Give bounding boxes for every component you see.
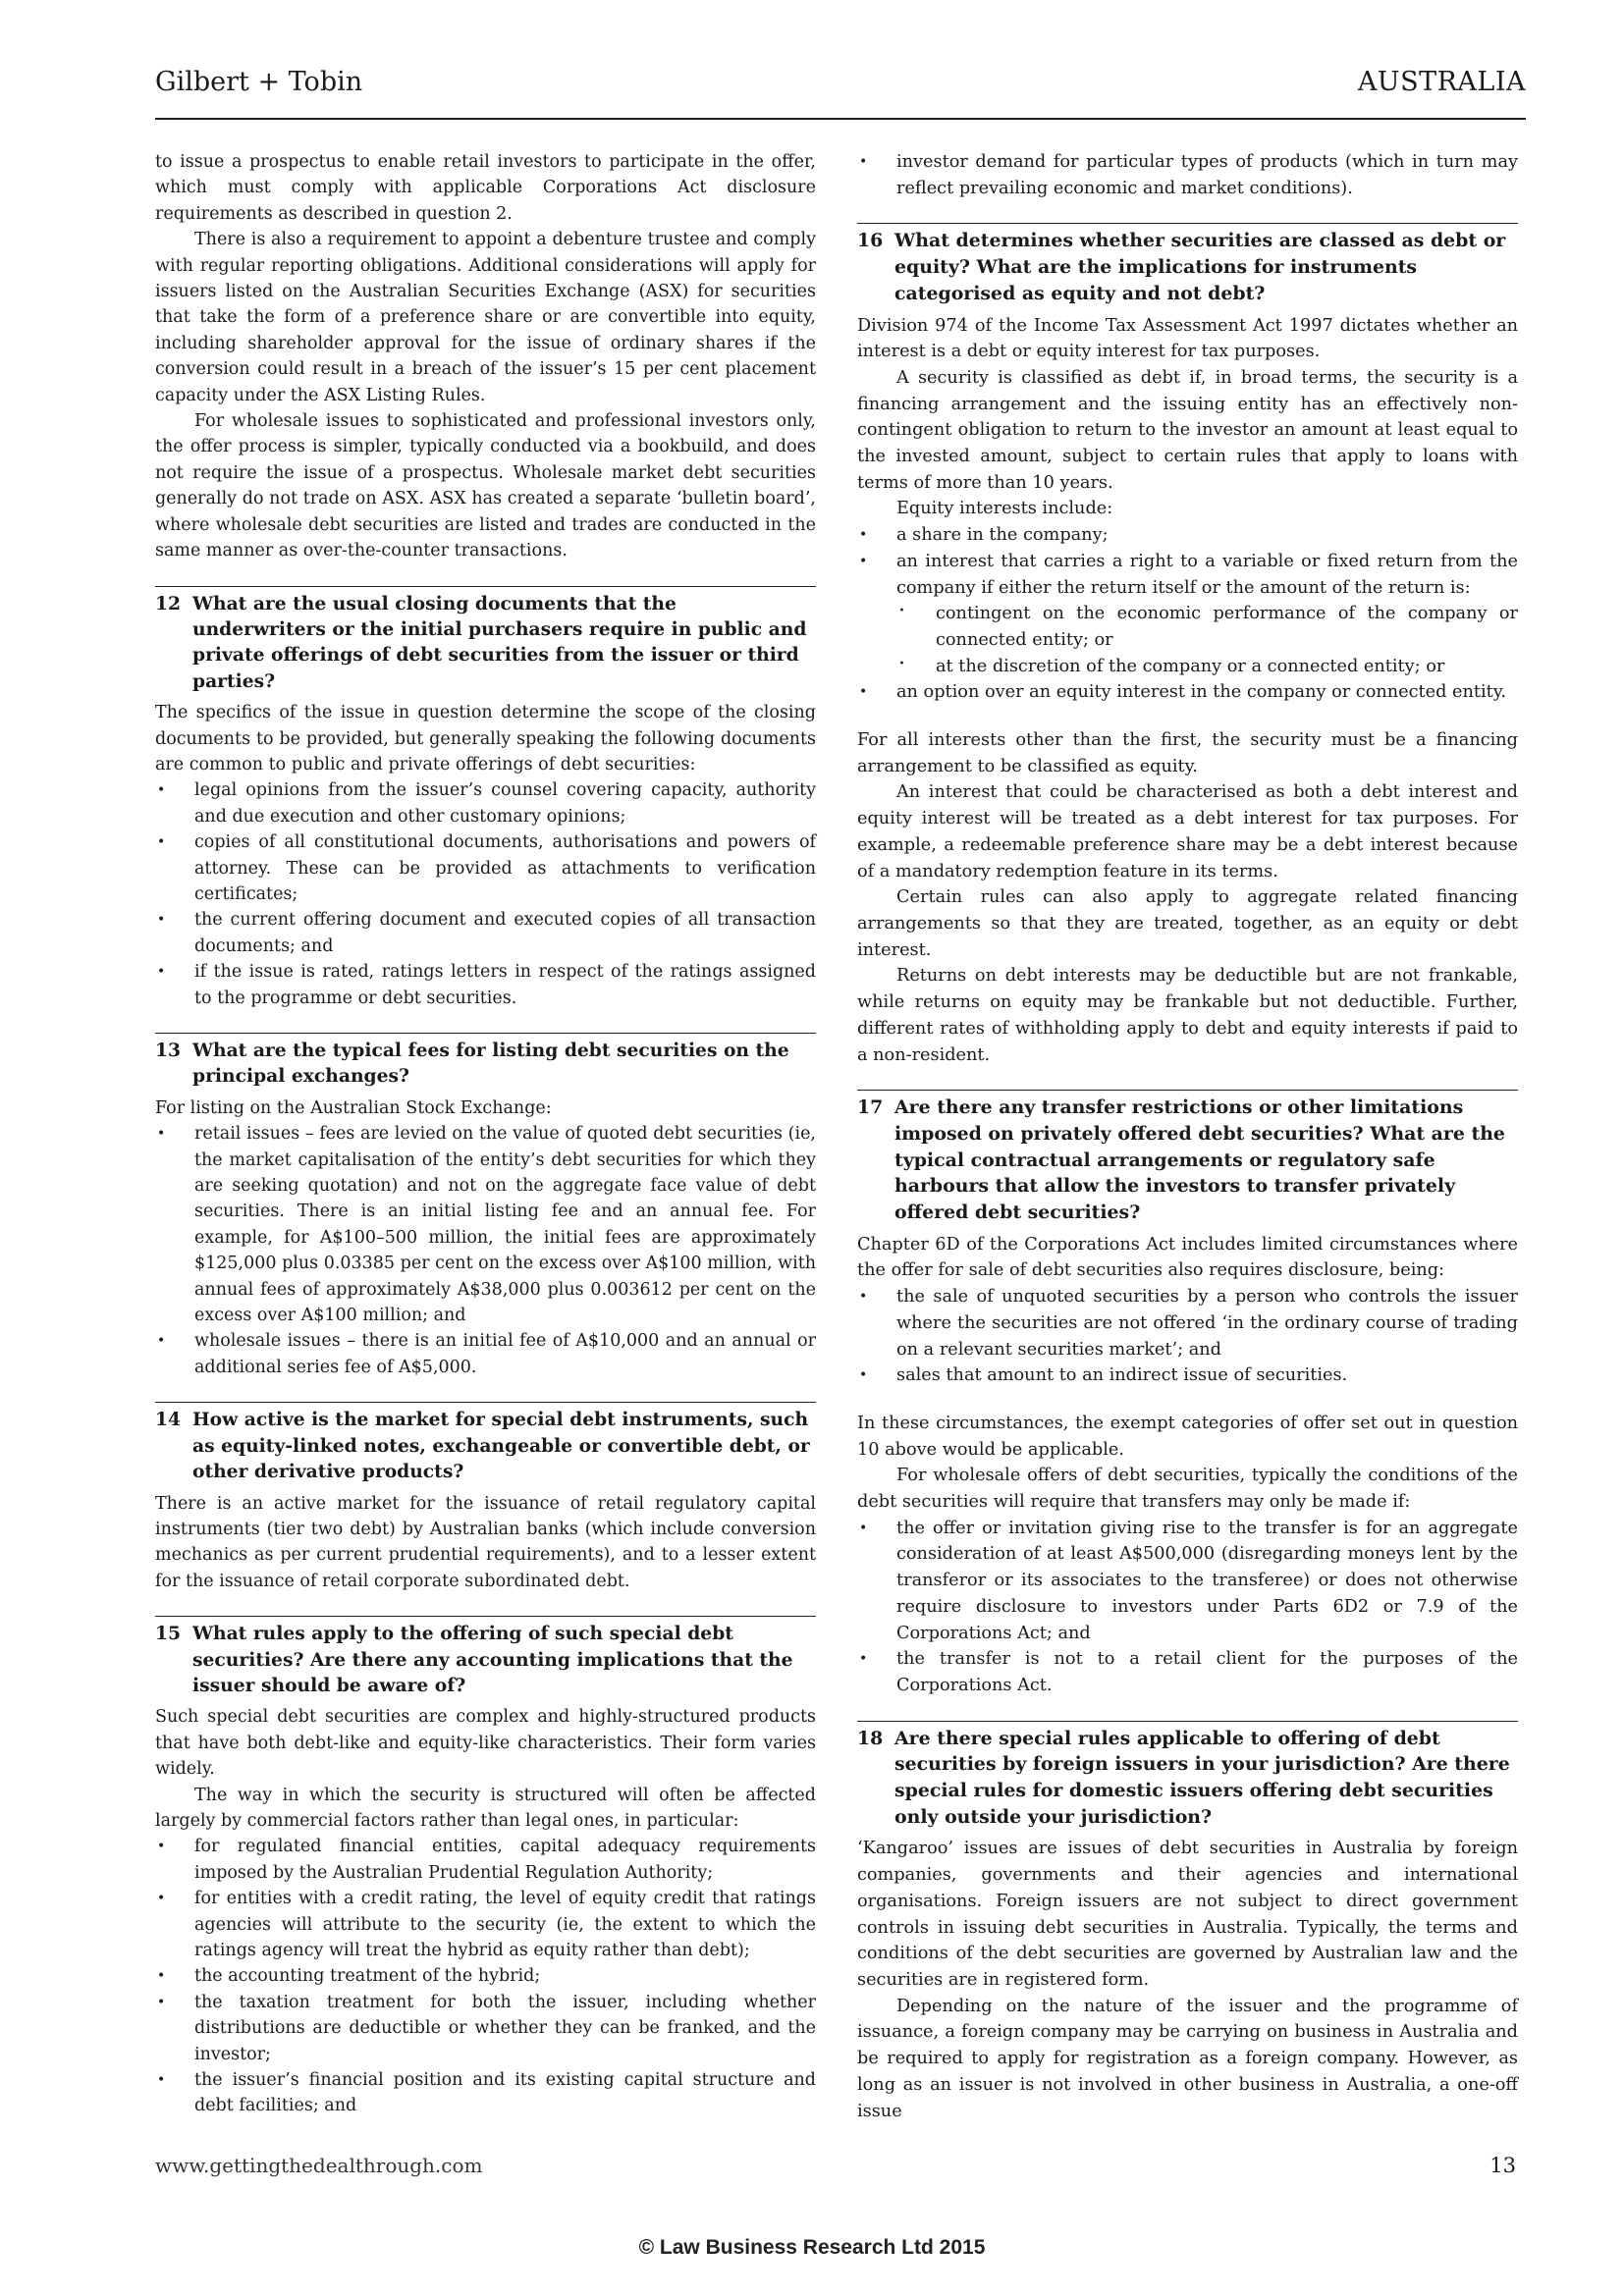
list-item: • sales that amount to an indirect issue of securities.: [857, 1362, 1518, 1389]
bullet-list: [155, 1121, 816, 1380]
paragraph: Such special debt securities are complex and highly-structured products that have both debt-like and equity-like characteristics. Their form varies widely.: [155, 1707, 816, 1780]
list-item: • retail issues – fees are levied on the value of quoted debt securities (ie, the market capitalisation of the entity’s debt securities for which they are seeking quotation) and not on the aggregate face value of debt securities. There is an initial listing fee and an annual fee. For example, for A$100–500 million, the initial fees are approximately $125,000 plus 0.03385 per cent on the excess over A$100 million, with annual fees of approximately A$38,000 plus 0.003612 per cent on the excess over A$100 million; and: [155, 1121, 816, 1328]
page-header: [155, 67, 1526, 120]
list-item: • legal opinions from the issuer’s counsel covering capacity, authority and due execution and other customary opinions;: [155, 777, 816, 829]
copyright-notice: © Law Business Research Ltd 2015: [638, 2236, 986, 2259]
paragraph: The specifics of the issue in question determine the scope of the closing documents to be provided, but generally speaking the following documents are common to public and private offerings of debt securities:: [155, 703, 816, 774]
question-title: Are there any transfer restrictions or other limitations imposed on privately offered debt securities? What are the typical contractual arrangements or regulatory safe harbours that allow the investors to transfer privately offered debt securities?: [894, 1096, 1505, 1224]
list-item-text: an interest that carries a right to a variable or fixed return from the company if either the return itself or the amount of the return is:: [896, 551, 1518, 598]
question-heading-17: [857, 1090, 1518, 1226]
list-item: • the offer or invitation giving rise to the transfer is for an aggregate consideration of at least A$500,000 (disregarding moneys lent by the transferor or its associates to the transferee) or does not otherwise require disclosure to investors under Parts 6D2 or 7.9 of the Corporations Act; and: [857, 1516, 1518, 1647]
list-item: • the accounting treatment of the hybrid;: [155, 1963, 816, 1989]
question-number: 14: [155, 1409, 182, 1431]
list-item: [857, 549, 1518, 601]
question-heading-15: [155, 1616, 816, 1698]
sub-list-item: · contingent on the economic performance of the company or connected entity; or: [896, 601, 1518, 653]
bullet-list: [857, 679, 1518, 706]
list-item: • the transfer is not to a retail client for the purposes of the Corporations Act.: [857, 1646, 1518, 1698]
paragraph: The way in which the security is structured will often be affected largely by commercial factors rather than legal ones, in particular:: [155, 1785, 816, 1831]
sub-bullet-list: [857, 601, 1518, 679]
paragraph: Equity interests include:: [896, 499, 1113, 519]
list-item: • the current offering document and executed copies of all transaction documents; and: [155, 907, 816, 959]
paragraph: Chapter 6D of the Corporations Act includes limited circumstances where the offer for sale of debt securities also requires disclosure, being:: [857, 1234, 1518, 1281]
list-item: • the sale of unquoted securities by a person who controls the issuer where the securities are not offered ‘in the ordinary course of trading on a relevant securities market’; and: [857, 1284, 1518, 1362]
question-title: What are the usual closing documents that the underwriters or the initial purchasers require in public and private offerings of debt securities from the issuer or third parties?: [192, 592, 807, 692]
list-item: • wholesale issues – there is an initial fee of A$10,000 and an annual or additional series fee of A$5,000.: [155, 1328, 816, 1380]
paragraph: Depending on the nature of the issuer and the programme of issuance, a foreign company may be carrying on business in Australia and be required to apply for registration as a foreign company. However, as long as an issuer is not involved in other business in Australia, a one-off issue: [857, 1996, 1518, 2121]
question-heading-14: [155, 1402, 816, 1484]
right-column: [857, 149, 1518, 2124]
footer-website-link[interactable]: www.gettingthedealthrough.com: [155, 2154, 483, 2177]
bullet-list: [857, 522, 1518, 601]
question-heading-18: [857, 1721, 1518, 1831]
publisher-name: Gilbert + Tobin: [155, 67, 363, 97]
paragraph: Returns on debt interests may be deductible but are not frankable, while returns on equity may be frankable but not deductible. Further, different rates of withholding apply to debt and equity interests if paid to a non-resident.: [857, 966, 1518, 1065]
list-item: • if the issue is rated, ratings letters in respect of the ratings assigned to the programme or debt securities.: [155, 959, 816, 1011]
paragraph: For wholesale issues to sophisticated and professional investors only, the offer process is simpler, typically conducted via a bookbuild, and does not require the issue of a prospectus. Wholesale market debt securities generally do not trade on ASX. ASX has created a separate ‘bulletin board’, where wholesale debt securities are listed and trades are conducted in the same manner as over-the-counter transactions.: [155, 411, 816, 561]
bullet-list: [155, 777, 816, 1011]
question-title: How active is the market for special debt instruments, such as equity-linked notes, exchangeable or convertible debt, or other derivative products?: [192, 1409, 810, 1483]
paragraph: For wholesale offers of debt securities, typically the conditions of the debt securities will require that transfers may only be made if:: [857, 1466, 1518, 1513]
question-number: 15: [155, 1623, 182, 1645]
question-number: 16: [857, 230, 884, 252]
page-number: 13: [1489, 2154, 1516, 2177]
list-item: • for entities with a credit rating, the level of equity credit that ratings agencies will attribute to the security (ie, the extent to which the ratings agency will treat the hybrid as equity rather than debt);: [155, 1886, 816, 1963]
sub-list-item: · at the discretion of the company or a connected entity; or: [896, 654, 1518, 680]
paragraph: Division 974 of the Income Tax Assessment Act 1997 dictates whether an interest is a debt or equity interest for tax purposes.: [857, 315, 1518, 362]
question-title: What determines whether securities are classed as debt or equity? What are the implications for instruments categorised as equity and not debt?: [894, 230, 1506, 304]
bullet-list: [857, 1516, 1518, 1699]
question-title: What are the typical fees for listing debt securities on the principal exchanges?: [192, 1040, 789, 1088]
list-item: • a share in the company;: [857, 522, 1518, 549]
list-item: • the issuer’s financial position and its existing capital structure and debt facilities; and: [155, 2067, 816, 2119]
list-item: • copies of all constitutional documents, authorisations and powers of attorney. These can be provided as attachments to verification certificates;: [155, 829, 816, 907]
question-title: What rules apply to the offering of such special debt securities? Are there any accounting implications that the issuer should be aware of?: [192, 1623, 793, 1696]
paragraph: to issue a prospectus to enable retail investors to participate in the offer, which must comply with applicable Corporations Act disclosure requirements as described in question 2.: [155, 152, 816, 224]
bullet-list: [857, 1284, 1518, 1389]
bullet-list: [857, 149, 1518, 201]
question-heading-13: [155, 1033, 816, 1090]
question-number: 13: [155, 1040, 182, 1061]
question-number: 12: [155, 592, 182, 614]
question-heading-12: [155, 586, 816, 695]
bullet-list: [155, 1834, 816, 2118]
list-item: • investor demand for particular types of products (which in turn may reflect prevailing economic and market conditions).: [857, 149, 1518, 201]
list-item: • for regulated financial entities, capital adequacy requirements imposed by the Australian Prudential Regulation Authority;: [155, 1834, 816, 1886]
paragraph: An interest that could be characterised as both a debt interest and equity interest will be treated as a debt interest for tax purposes. For example, a redeemable preference share may be a debt interest because of a mandatory redemption feature in its terms.: [857, 782, 1518, 881]
paragraph: A security is classified as debt if, in broad terms, the security is a financing arrangement and the issuing entity has an effectively non-contingent obligation to return to the investor an amount at least equal to the invested amount, subject to certain rules that apply to loans with terms of more than 10 years.: [857, 367, 1518, 493]
question-title: Are there special rules applicable to offering of debt securities by foreign issuers in your jurisdiction? Are there special rules for domestic issuers offering debt securities only outside your jurisdiction?: [894, 1727, 1510, 1828]
paragraph: Certain rules can also apply to aggregate related financing arrangements so that they are treated, together, as an equity or debt interest.: [857, 887, 1518, 960]
paragraph: There is also a requirement to appoint a debenture trustee and comply with regular reporting obligations. Additional considerations will apply for issuers listed on the Australian Securities Exchange (ASX) for securities that take the form of a preference share or are convertible into equity, including shareholder approval for the issue of ordinary shares if the conversion could result in a breach of the issuer’s 15 per cent placement capacity under the ASX Listing Rules.: [155, 230, 816, 405]
paragraph: There is an active market for the issuance of retail regulatory capital instruments (tier two debt) by Australian banks (which include conversion mechanics as per current prudential requirements), and to a lesser extent for the issuance of retail corporate subordinated debt.: [155, 1493, 816, 1591]
list-item: • an option over an equity interest in the company or connected entity.: [857, 679, 1518, 706]
list-item: • the taxation treatment for both the issuer, including whether distributions are deductible or whether they can be franked, and the investor;: [155, 1990, 816, 2067]
left-column: [155, 149, 816, 2119]
question-number: 18: [857, 1727, 884, 1749]
paragraph: For all interests other than the first, the security must be a financing arrangement to be classified as equity.: [857, 730, 1518, 776]
question-heading-16: [857, 223, 1518, 306]
paragraph: ‘Kangaroo’ issues are issues of debt securities in Australia by foreign companies, governments and their agencies and international organisations. Foreign issuers are not subject to direct government controls in issuing debt securities in Australia. Typically, the terms and conditions of the debt securities are governed by Australian law and the securities are in registered form.: [857, 1839, 1518, 1990]
jurisdiction-title: AUSTRALIA: [1357, 67, 1526, 97]
paragraph: In these circumstances, the exempt categories of offer set out in question 10 above would be applicable.: [857, 1413, 1518, 1460]
question-number: 17: [857, 1096, 884, 1119]
paragraph: For listing on the Australian Stock Exchange:: [155, 1097, 552, 1118]
